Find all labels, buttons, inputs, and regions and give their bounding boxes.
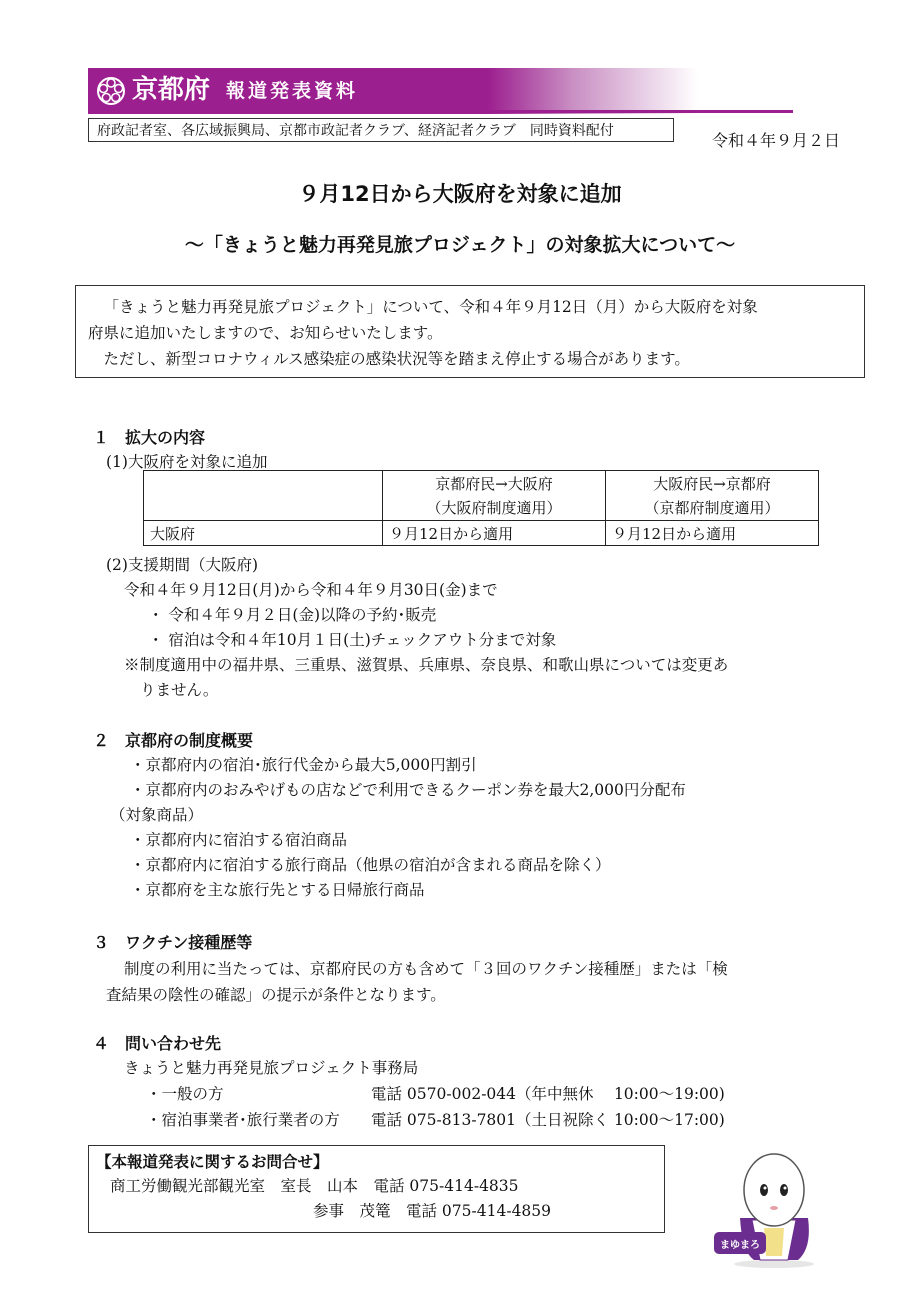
contact-line: 商工労働観光部観光室 室長 山本 電話 075-414-4835 (110, 1177, 519, 1195)
org-name: 京都府 (132, 75, 211, 105)
kyoto-crest-icon (96, 76, 126, 106)
table-header-text: （大阪府制度適用） (426, 498, 562, 517)
support-period: 令和４年９月12日(月)から令和４年９月30日(金)まで (124, 581, 498, 599)
section-heading: ３ ワクチン接種歴等 (93, 933, 253, 952)
table-cell: ９月12日から適用 (606, 521, 819, 546)
notice-line: 府県に追加いたしますので、お知らせいたします。 (88, 324, 443, 342)
notice-box (75, 285, 865, 378)
body-text: 制度の利用に当たっては、京都府民の方も含めて「３回のワクチン接種歴」または「検 (124, 960, 728, 978)
mascot-label: まゆまろ (720, 1240, 760, 1251)
header-rule (88, 110, 793, 113)
section-heading: ２ 京都府の制度概要 (93, 731, 254, 750)
list-item: ・京都府内のおみやげもの店などで利用できるクーポン券を最大2,000円分配布 (130, 781, 686, 799)
mascot-illustration (712, 1148, 832, 1268)
section-heading: ４ 問い合わせ先 (93, 1034, 222, 1053)
contact-heading: 【本報道発表に関するお問合せ】 (96, 1153, 329, 1171)
inquiry-phone: 電話 0570-002-044（年中無休 10:00〜19:00) (371, 1085, 725, 1103)
list-item: ・京都府内の宿泊･旅行代金から最大5,000円割引 (130, 756, 477, 774)
notice-line: 「きょうと魅力再発見旅プロジェクト」について、令和４年９月12日（月）から大阪府を対象 (103, 298, 758, 316)
page-subtitle: 〜「きょうと魅力再発見旅プロジェクト」の対象拡大について〜 (184, 234, 736, 256)
table-row-label: 大阪府 (144, 521, 383, 546)
list-item: ・ 令和４年９月２日(金)以降の予約･販売 (148, 606, 437, 624)
notice-line: ただし、新型コロナウィルス感染症の感染状況等を踏まえ停止する場合があります。 (103, 350, 690, 368)
table-header-cell (606, 471, 819, 521)
release-date: 令和４年９月２日 (712, 131, 841, 150)
contact-line: 参事 茂篭 電話 075-414-4859 (313, 1202, 552, 1220)
inquiry-label: ・宿泊事業者･旅行業者の方 (146, 1111, 340, 1129)
distribution-note: 府政記者室、各広域振興局、京都市政記者クラブ、経済記者クラブ 同時資料配付 (88, 118, 674, 142)
page-title: ９月12日から大阪府を対象に追加 (298, 182, 622, 206)
target-table (143, 470, 819, 546)
press-release-label: 報道発表資料 (226, 80, 359, 102)
table-header-text: 大阪府民→京都府 (653, 474, 771, 493)
table-header-cell (383, 471, 606, 521)
list-item: ・京都府内に宿泊する旅行商品（他県の宿泊が含まれる商品を除く） (130, 856, 611, 874)
list-item: ・京都府を主な旅行先とする日帰旅行商品 (130, 881, 425, 899)
subsection-heading: (1)大阪府を対象に追加 (106, 453, 268, 471)
table-cell: ９月12日から適用 (383, 521, 606, 546)
note-text: りません。 (140, 681, 219, 699)
header-banner-fade (488, 68, 698, 114)
list-item: ・京都府内に宿泊する宿泊商品 (130, 831, 348, 849)
note-text: ※制度適用中の福井県、三重県、滋賀県、兵庫県、奈良県、和歌山県については変更あ (124, 656, 729, 674)
office-name: きょうと魅力再発見旅プロジェクト事務局 (124, 1059, 419, 1077)
table-header-text: （京都府制度適用） (644, 498, 780, 517)
table-corner-cell (144, 471, 383, 521)
target-label: （対象商品） (110, 806, 204, 824)
inquiry-phone: 電話 075-813-7801（土日祝除く 10:00〜17:00) (371, 1111, 725, 1129)
subsection-heading: (2)支援期間（大阪府) (106, 556, 259, 574)
inquiry-label: ・一般の方 (146, 1085, 224, 1103)
list-item: ・ 宿泊は令和４年10月１日(土)チェックアウト分まで対象 (148, 631, 557, 649)
table-header-text: 京都府民→大阪府 (435, 474, 553, 493)
section-heading: １ 拡大の内容 (93, 428, 206, 447)
body-text: 査結果の陰性の確認」の提示が条件となります。 (106, 986, 446, 1004)
